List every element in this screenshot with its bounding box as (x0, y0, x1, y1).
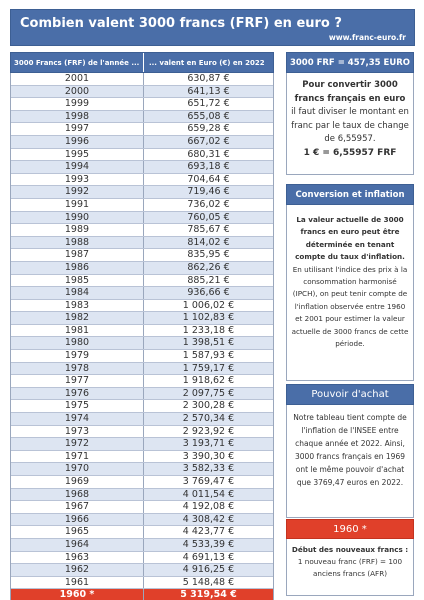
table-header (10, 52, 274, 73)
table-row (11, 249, 273, 262)
year-cell: 1981 (11, 325, 144, 337)
inflation-box-body (286, 205, 414, 381)
euro-value-cell: 5 319,54 € (180, 589, 237, 600)
table-row (11, 501, 273, 514)
euro-value-cell: 862,26 € (187, 261, 230, 273)
euro-value-cell: 1 587,93 € (182, 350, 235, 362)
table-row (11, 73, 273, 86)
table-row (11, 526, 273, 539)
new-franc-box-title: 1960 * (286, 519, 414, 539)
table-row (11, 426, 273, 439)
table-row (11, 514, 273, 527)
table-row (11, 149, 273, 162)
table-body (10, 73, 274, 600)
euro-value-cell: 4 423,77 € (182, 526, 235, 538)
table-row (11, 589, 273, 600)
column-header-value: ... valent en Euro (€) en 2022 (148, 59, 265, 67)
table-row (11, 161, 273, 174)
euro-value-cell: 1 102,83 € (182, 312, 235, 324)
new-franc-box-body (286, 539, 414, 596)
euro-value-cell: 2 300,28 € (182, 400, 235, 412)
year-cell: 1979 (11, 350, 144, 362)
table-row (11, 564, 273, 577)
table-row (11, 451, 273, 464)
euro-value-cell: 651,72 € (187, 98, 230, 110)
euro-value-cell: 655,08 € (187, 110, 230, 122)
euro-value-cell: 4 011,54 € (182, 488, 235, 500)
table-row (11, 98, 273, 111)
euro-value-cell: 704,64 € (187, 173, 230, 185)
table-row (11, 111, 273, 124)
year-cell: 1986 (11, 262, 144, 274)
table-row (11, 186, 273, 199)
euro-value-cell: 3 582,33 € (182, 463, 235, 475)
year-cell: 1967 (11, 501, 144, 513)
euro-value-cell: 1 233,18 € (182, 324, 235, 336)
year-cell: 2001 (11, 73, 144, 85)
year-cell: 1965 (11, 526, 144, 538)
table-row (11, 199, 273, 212)
table-row (11, 413, 273, 426)
year-cell: 1971 (11, 451, 144, 463)
table-row (11, 400, 273, 413)
rate-box (286, 52, 414, 175)
year-cell: 1989 (11, 224, 144, 236)
table-row (11, 476, 273, 489)
table-row (11, 375, 273, 388)
euro-value-cell: 680,31 € (187, 148, 230, 160)
table-row (11, 174, 273, 187)
site-url[interactable]: www.franc-euro.fr (328, 33, 406, 42)
rate-box-title: 3000 FRF = 457,35 EURO (286, 52, 414, 73)
year-cell: 1969 (11, 476, 144, 488)
table-row (11, 287, 273, 300)
year-cell: 1964 (11, 539, 144, 551)
table-row (11, 350, 273, 363)
euro-value-cell: 4 533,39 € (182, 538, 235, 550)
table-row (11, 275, 273, 288)
year-cell: 1966 (11, 514, 144, 526)
year-cell: 1984 (11, 287, 144, 299)
euro-value-cell: 2 570,34 € (182, 413, 235, 425)
euro-value-cell: 1 398,51 € (182, 337, 235, 349)
year-cell: 1988 (11, 237, 144, 249)
table-row (11, 337, 273, 350)
table-row (11, 212, 273, 225)
rate-box-text-bold: Pour convertir 3000 francs français en euro (294, 80, 406, 104)
table-row (11, 463, 273, 476)
purchasing-power-box-text: Notre tableau tient compte de l'inflation de l'INSEE entre chaque année et 2022. Ainsi, 3000 francs français en 1969 ont le même pouvoir d'achat que 3769,47 euros en 2022. (286, 405, 414, 518)
year-cell: 1995 (11, 149, 144, 161)
conversion-table (10, 52, 274, 600)
euro-value-cell: 936,66 € (187, 287, 230, 299)
purchasing-power-box (286, 384, 414, 518)
euro-value-cell: 4 192,08 € (182, 501, 235, 513)
year-cell: 1970 (11, 463, 144, 475)
year-cell: 1961 (11, 577, 144, 589)
new-franc-box-text: 1 nouveau franc (FRF) = 100 anciens francs (AFR) (297, 557, 403, 578)
euro-value-cell: 693,18 € (187, 161, 230, 173)
year-cell: 1968 (11, 489, 144, 501)
euro-value-cell: 1 006,02 € (182, 299, 235, 311)
year-cell: 1980 (11, 337, 144, 349)
year-cell: 1985 (11, 275, 144, 287)
purchasing-power-box-title: Pouvoir d'achat (286, 384, 414, 405)
table-row (11, 136, 273, 149)
table-row (11, 123, 273, 136)
table-row (11, 300, 273, 313)
inflation-box (286, 184, 414, 381)
euro-value-cell: 736,02 € (187, 198, 230, 210)
exchange-rate: 1 € = 6,55957 FRF (303, 147, 397, 158)
table-row (11, 552, 273, 565)
euro-value-cell: 641,13 € (187, 85, 230, 97)
euro-value-cell: 2 923,92 € (182, 425, 235, 437)
table-row (11, 388, 273, 401)
column-header-year: 3000 Francs (FRF) de l'année ... (11, 53, 144, 72)
page-title: Combien valent 3000 francs (FRF) en euro ? (20, 16, 342, 31)
year-cell: 1977 (11, 375, 144, 387)
table-row (11, 539, 273, 552)
year-cell: 1997 (11, 123, 144, 135)
year-cell: 1998 (11, 111, 144, 123)
inflation-box-text-bold: La valeur actuelle de 3000 francs en euro peut être déterminée en tenant compte du taux d'inflation. (295, 215, 405, 262)
table-row (11, 262, 273, 275)
year-cell: 1962 (11, 564, 144, 576)
year-cell: 2000 (11, 86, 144, 98)
euro-value-cell: 4 691,13 € (182, 551, 235, 563)
new-franc-box-text-bold: Début des nouveaux francs : (291, 545, 409, 554)
table-row (11, 224, 273, 237)
euro-value-cell: 3 390,30 € (182, 450, 235, 462)
euro-value-cell: 4 308,42 € (182, 513, 235, 525)
euro-value-cell: 719,46 € (187, 186, 230, 198)
euro-value-cell: 1 759,17 € (182, 362, 235, 374)
year-cell: 1983 (11, 300, 144, 312)
euro-value-cell: 885,21 € (187, 274, 230, 286)
euro-value-cell: 785,67 € (187, 224, 230, 236)
year-cell: 1978 (11, 363, 144, 375)
euro-value-cell: 3 769,47 € (182, 476, 235, 487)
year-cell: 1999 (11, 98, 144, 110)
euro-value-cell: 1 918,62 € (182, 375, 235, 387)
rate-box-body (286, 73, 414, 175)
year-cell: 1973 (11, 426, 144, 438)
euro-value-cell: 760,05 € (187, 211, 230, 223)
year-cell: 1992 (11, 186, 144, 198)
year-cell: 1996 (11, 136, 144, 148)
table-row (11, 325, 273, 338)
inflation-box-text: En utilisant l'indice des prix à la consommation harmonisé (IPCH), on peut tenir compte de l'inflation observée entre 1960 et 2001 pour estimer la valeur actuelle de 3000 francs de cette période. (291, 264, 409, 349)
year-cell: 1993 (11, 174, 144, 186)
new-franc-box (286, 519, 414, 596)
page-header (10, 9, 415, 46)
rate-box-text: il faut diviser le montant en franc par le taux de change de 6,55957. (291, 107, 409, 144)
euro-value-cell: 5 148,48 € (182, 576, 235, 588)
table-row (11, 489, 273, 502)
table-row (11, 438, 273, 451)
euro-value-cell: 667,02 € (187, 135, 230, 147)
euro-value-cell: 3 193,71 € (182, 438, 235, 450)
euro-value-cell: 630,87 € (187, 73, 230, 84)
year-cell: 1991 (11, 199, 144, 211)
year-cell: 1976 (11, 388, 144, 400)
year-cell: 1960 * (11, 589, 144, 600)
year-cell: 1994 (11, 161, 144, 173)
euro-value-cell: 835,95 € (187, 249, 230, 261)
table-row (11, 363, 273, 376)
table-row (11, 577, 273, 590)
inflation-box-title: Conversion et inflation (286, 184, 414, 205)
year-cell: 1982 (11, 312, 144, 324)
euro-value-cell: 4 916,25 € (182, 564, 235, 576)
euro-value-cell: 2 097,75 € (182, 387, 235, 399)
euro-value-cell: 814,02 € (187, 236, 230, 248)
year-cell: 1987 (11, 249, 144, 261)
table-row (11, 86, 273, 99)
year-cell: 1990 (11, 212, 144, 224)
year-cell: 1972 (11, 438, 144, 450)
euro-value-cell: 659,28 € (187, 123, 230, 135)
year-cell: 1974 (11, 413, 144, 425)
table-row (11, 237, 273, 250)
table-row (11, 312, 273, 325)
year-cell: 1975 (11, 400, 144, 412)
year-cell: 1963 (11, 552, 144, 564)
